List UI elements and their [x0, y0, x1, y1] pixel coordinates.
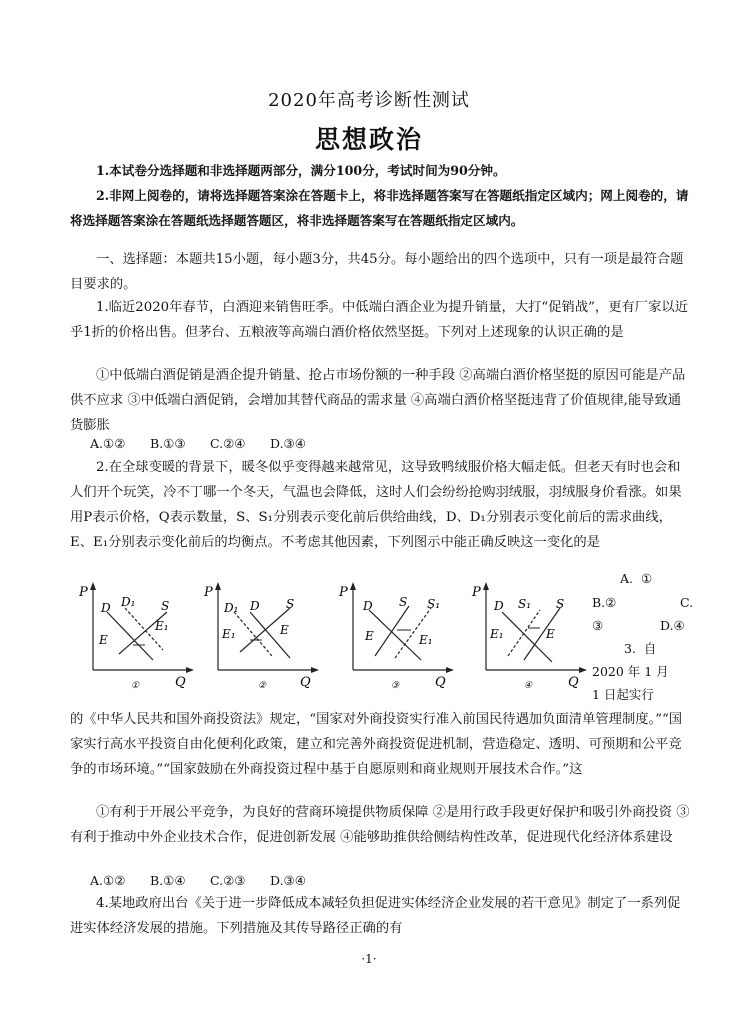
svg-text:P: P — [472, 585, 481, 600]
svg-text:E₁: E₁ — [490, 627, 504, 641]
option-c[interactable]: C.②③ — [210, 873, 246, 888]
svg-text:Q: Q — [435, 675, 446, 690]
graph-3-curve-s — [375, 606, 409, 656]
graph-1 — [75, 578, 195, 690]
q2-option-c[interactable]: C. — [680, 595, 694, 610]
svg-text:E: E — [280, 623, 289, 637]
svg-text:Q: Q — [300, 675, 311, 690]
svg-text:①: ① — [131, 681, 140, 690]
svg-text:S: S — [286, 597, 295, 611]
question-3-items: ①有利于开展公平竞争，为良好的营商环境提供物质保障 ②是用行政手段更好保护和吸引外商投资 ③有利于推动中外企业技术合作，促进创新发展 ④能够助推供给侧结构性改革，促进现代化经济体系建设 — [70, 805, 690, 845]
svg-text:D: D — [363, 599, 373, 613]
option-b[interactable]: B.①④ — [150, 873, 186, 888]
q3-lead-2: 2020 年 1 月 — [592, 664, 669, 679]
graph-1-q-label: Q — [175, 675, 186, 690]
svg-text:S₁: S₁ — [427, 597, 441, 611]
option-a[interactable]: A.①② — [90, 436, 126, 451]
graph-4 — [468, 578, 588, 690]
svg-text:Q: Q — [568, 675, 579, 690]
question-1-items: ①中低端白酒促销是酒企提升销量、抢占市场份额的一种手段 ②高端白酒价格坚挺的原因可能是产品供不应求 ③中低端白酒促销，会增加其替代商品的需求量 ④高端白酒价格坚挺违背了价值规律,能导致通货膨胀 — [70, 368, 686, 433]
svg-text:D: D — [494, 599, 504, 613]
graph-1-p-label: P — [79, 585, 88, 600]
svg-text:P: P — [204, 585, 213, 600]
graph-2 — [200, 578, 320, 690]
graph-2-curve-d1 — [234, 612, 272, 656]
section-heading: 一、选择题：本题共15小题，每小题3分，共45分。每小题给出的四个选项中，只有一项是最符合题目要求的。 — [70, 252, 684, 292]
graph-4-curve-s1 — [508, 610, 540, 656]
svg-text:E: E — [365, 629, 374, 643]
svg-text:②: ② — [258, 681, 267, 690]
svg-text:S: S — [399, 595, 408, 609]
q3-lead-3: 1 日起实行 — [592, 687, 654, 702]
option-a[interactable]: A.①② — [90, 873, 126, 888]
svg-text:③: ③ — [391, 681, 400, 690]
page-number: ·1· — [361, 952, 377, 966]
question-1-options — [90, 434, 330, 454]
q2-option-a[interactable]: A. ① — [620, 571, 653, 586]
q2-option-c-value: ③ — [592, 618, 604, 633]
question-4-stem: 4.某地政府出台《关于进一步降低成本减轻负担促进实体经济企业发展的若干意见》制定了一系列促进实体经济发展的措施。下列措施及其传导路径正确的有 — [70, 896, 681, 936]
svg-text:E₁: E₁ — [419, 633, 433, 647]
q2-option-b[interactable]: B.② — [592, 595, 617, 610]
svg-text:④: ④ — [524, 681, 533, 690]
svg-text:D₁: D₁ — [121, 595, 136, 609]
svg-text:E₁: E₁ — [155, 619, 169, 633]
question-1-stem: 1.临近2020年春节，白酒迎来销售旺季。中低端白酒企业为提升销量，大打“促销战”，更有厂家以近乎1折的价格出售。但茅台、五粮液等高端白酒价格依然坚挺。下列对上述现象的认识正确的是 — [70, 300, 688, 340]
question-2-stem: 2.在全球变暖的背景下，暖冬似乎变得越来越常见，这导致鸭绒服价格大幅走低。但老天有时也会和人们开个玩笑，冷不丁哪一个冬天，气温也会降低，这时人们会纷纷抢购羽绒服，羽绒服身价看涨。如果用P表示价格，Q表示数量，S、S₁分别表示变化前后供给曲线，D、D₁分别表示变化前后的需求曲线，E、E₁分别表示变化前后的均衡点。不考虑其他因素，下列图示中能正确反映这一变化的是 — [70, 460, 682, 550]
graph-1-curve-d — [107, 612, 153, 660]
svg-text:E: E — [546, 627, 555, 641]
svg-text:P: P — [339, 585, 348, 600]
question-3-options — [90, 871, 330, 891]
q3-lead-1: 3. 自 — [624, 641, 657, 656]
exam-title: 2020年高考诊断性测试 — [268, 90, 470, 111]
svg-text:S₁: S₁ — [518, 597, 532, 611]
svg-text:S: S — [556, 597, 565, 611]
option-d[interactable]: D.③④ — [270, 873, 306, 888]
instruction-1: 1.本试卷分选择题和非选择题两部分，满分100分，考试时间为90分钟。 — [96, 163, 506, 178]
svg-text:D₁: D₁ — [224, 601, 239, 615]
q2-option-d[interactable]: D.④ — [660, 618, 685, 633]
option-b[interactable]: B.①③ — [150, 436, 186, 451]
graph-3 — [335, 578, 455, 690]
option-c[interactable]: C.②④ — [210, 436, 246, 451]
svg-text:E₁: E₁ — [222, 627, 236, 641]
svg-text:E: E — [99, 633, 108, 647]
instruction-2: 2.非网上阅卷的，请将选择题答案涂在答题卡上，将非选择题答案写在答题纸指定区域内；网上阅卷的，请将选择题答案涂在答题纸选择题答题区，将非选择题答案写在答题纸指定区域内。 — [70, 188, 689, 228]
svg-text:D: D — [101, 601, 111, 615]
svg-text:S: S — [161, 599, 170, 613]
svg-text:D: D — [250, 599, 260, 613]
question-3-stem: 的《中华人民共和国外商投资法》规定，“国家对外商投资实行准入前国民待遇加负面清单管理制度。”“国家实行高水平投资自由化便利化政策，建立和完善外商投资促进机制，营造稳定、透明、可预期和公平竞争的市场环境。”“国家鼓励在外商投资过程中基于自愿原则和商业规则开展技术合作。”这 — [70, 712, 683, 777]
option-d[interactable]: D.③④ — [270, 436, 306, 451]
subject-title: 思想政治 — [314, 125, 423, 154]
